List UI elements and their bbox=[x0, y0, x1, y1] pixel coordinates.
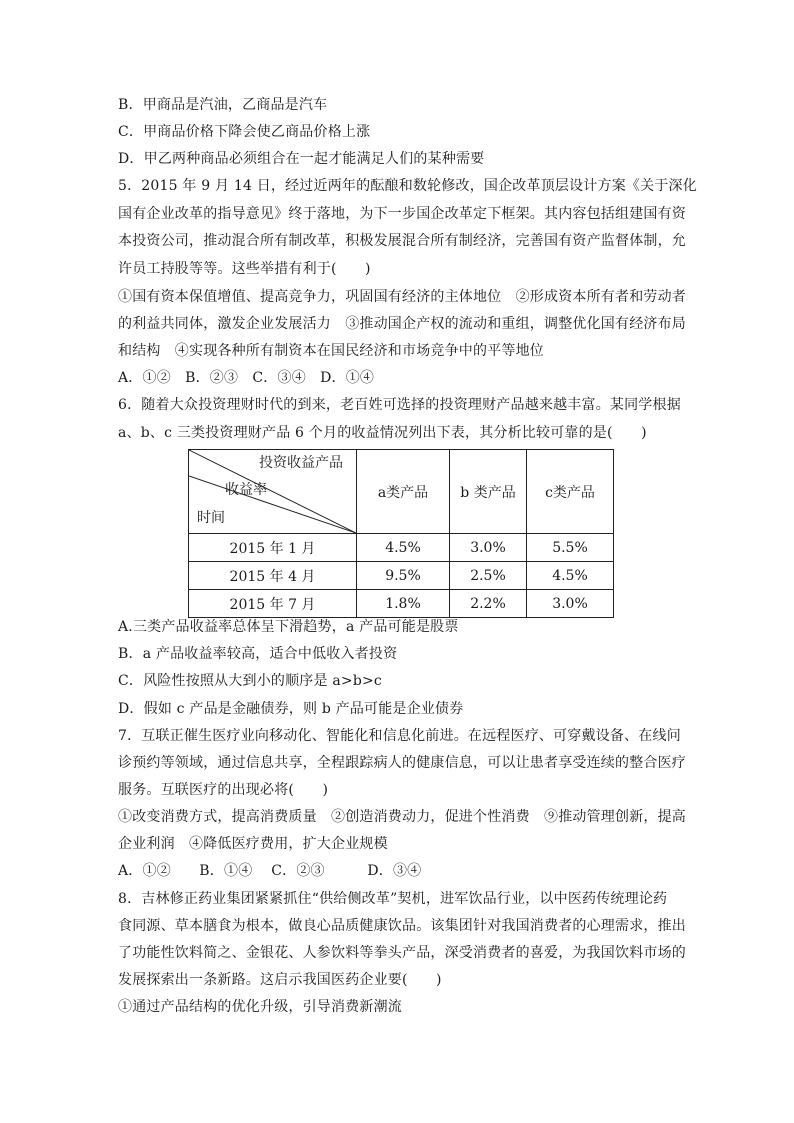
question-5-statement-3: 和结构 ④实现各种所有制资本在国民经济和市场竞争中的平等地位 bbox=[118, 343, 544, 359]
question-7-statement-2: 企业利润 ④降低医疗费用，扩大企业规模 bbox=[118, 836, 388, 852]
option-b-q6: B．a 产品收益率较高，适合中低收入者投资 bbox=[118, 646, 398, 662]
column-header-b: b 类产品 bbox=[450, 450, 527, 534]
table-row bbox=[189, 590, 614, 618]
option-d-q4: D．甲乙两种商品必须组合在一起才能满足人们的某种需要 bbox=[118, 151, 485, 167]
table-row bbox=[189, 562, 614, 590]
question-8-statement-1: ①通过产品结构的优化升级，引导消费新潮流 bbox=[118, 999, 402, 1015]
cell-a: 9.5% bbox=[357, 562, 450, 590]
table-row bbox=[189, 534, 614, 562]
header-product-label: 投资收益产品 bbox=[259, 455, 343, 471]
cell-b: 2.5% bbox=[450, 562, 527, 590]
question-8-line-1: 8．吉林修正药业集团紧紧抓住“供给侧改革”契机，进军饮品行业，以中医药传统理论药 bbox=[118, 891, 668, 907]
question-7-line-2: 诊预约等领域，通过信息共享，全程跟踪病人的健康信息，可以让患者享受连续的整合医疗 bbox=[118, 755, 686, 771]
option-d-q6: D．假如 c 产品是金融债券，则 b 产品可能是企业债券 bbox=[118, 701, 464, 717]
question-7-options: A．①② B．①④ C．②③ D．③④ bbox=[118, 863, 422, 879]
question-6-line-2: a、b、c 三类投资理财产品 6 个月的收益情况列出下表，其分析比较可靠的是( ) bbox=[118, 425, 647, 441]
cell-c: 4.5% bbox=[527, 562, 614, 590]
column-header-a: a类产品 bbox=[357, 450, 450, 534]
option-c-q6: C．风险性按照从大到小的顺序是 a>b>c bbox=[118, 673, 382, 689]
option-c-q4: C．甲商品价格下降会使乙商品价格上涨 bbox=[118, 124, 371, 140]
option-b-q4: B．甲商品是汽油，乙商品是汽车 bbox=[118, 97, 328, 113]
question-5-line-4: 许员工持股等等。这些举措有利于( ) bbox=[118, 261, 371, 277]
question-5-statement-1: ①国有资本保值增值、提高竞争力，巩固国有经济的主体地位 ②形成资本所有者和劳动者 bbox=[118, 289, 686, 305]
diagonal-header-cell bbox=[189, 450, 357, 534]
cell-a: 1.8% bbox=[357, 590, 450, 618]
question-7-statement-1: ①改变消费方式，提高消费质量 ②创造消费动力，促进个性消费 ⑨推动管理创新，提高 bbox=[118, 809, 686, 825]
question-7-line-1: 7．互联正催生医疗业向移动化、智能化和信息化前进。在远程医疗、可穿戴设备、在线问 bbox=[118, 728, 681, 744]
yield-table bbox=[188, 449, 614, 618]
question-5-line-1: 5．2015 年 9 月 14 日，经过近两年的酝酿和数轮修改，国企改革顶层设计方案《关于深化 bbox=[118, 178, 697, 194]
row-date: 2015 年 7 月 bbox=[189, 590, 357, 618]
option-a-q6: A.三类产品收益率总体呈下滑趋势，a 产品可能是股票 bbox=[118, 619, 459, 635]
cell-c: 5.5% bbox=[527, 534, 614, 562]
question-8-line-2: 食同源、草本膳食为根本，做良心品质健康饮品。该集团针对我国消费者的心理需求，推出 bbox=[118, 918, 686, 934]
question-8-line-4: 发展探索出一条新路。这启示我国医药企业要( ) bbox=[118, 972, 442, 988]
row-date: 2015 年 4 月 bbox=[189, 562, 357, 590]
column-header-c: c类产品 bbox=[527, 450, 614, 534]
question-6-line-1: 6．随着大众投资理财时代的到来，老百姓可选择的投资理财产品越来越丰富。某同学根据 bbox=[118, 397, 681, 413]
question-5-options: A．①② B．②③ C．③④ D．①④ bbox=[118, 370, 375, 386]
question-8-line-3: 了功能性饮料简之、金银花、人参饮料等拳头产品，深受消费者的喜爱，为我国饮料市场的 bbox=[118, 945, 686, 961]
header-time-label: 时间 bbox=[197, 510, 225, 526]
table-header-row bbox=[189, 450, 614, 534]
question-5-statement-2: 的利益共同体，激发企业发展活力 ③推动国企产权的流动和重组，调整优化国有经济布局 bbox=[118, 316, 686, 332]
cell-a: 4.5% bbox=[357, 534, 450, 562]
question-7-line-3: 服务。互联医疗的出现必将( ) bbox=[118, 782, 329, 798]
row-date: 2015 年 1 月 bbox=[189, 534, 357, 562]
cell-b: 2.2% bbox=[450, 590, 527, 618]
question-5-line-2: 国有企业改革的指导意见》终于落地，为下一步国企改革定下框架。其内容包括组建国有资 bbox=[118, 206, 686, 222]
cell-b: 3.0% bbox=[450, 534, 527, 562]
cell-c: 3.0% bbox=[527, 590, 614, 618]
question-5-line-3: 本投资公司，推动混合所有制改革，积极发展混合所有制经济，完善国有资产监督体制，允 bbox=[118, 233, 686, 249]
header-rate-label: 收益率 bbox=[225, 482, 267, 498]
